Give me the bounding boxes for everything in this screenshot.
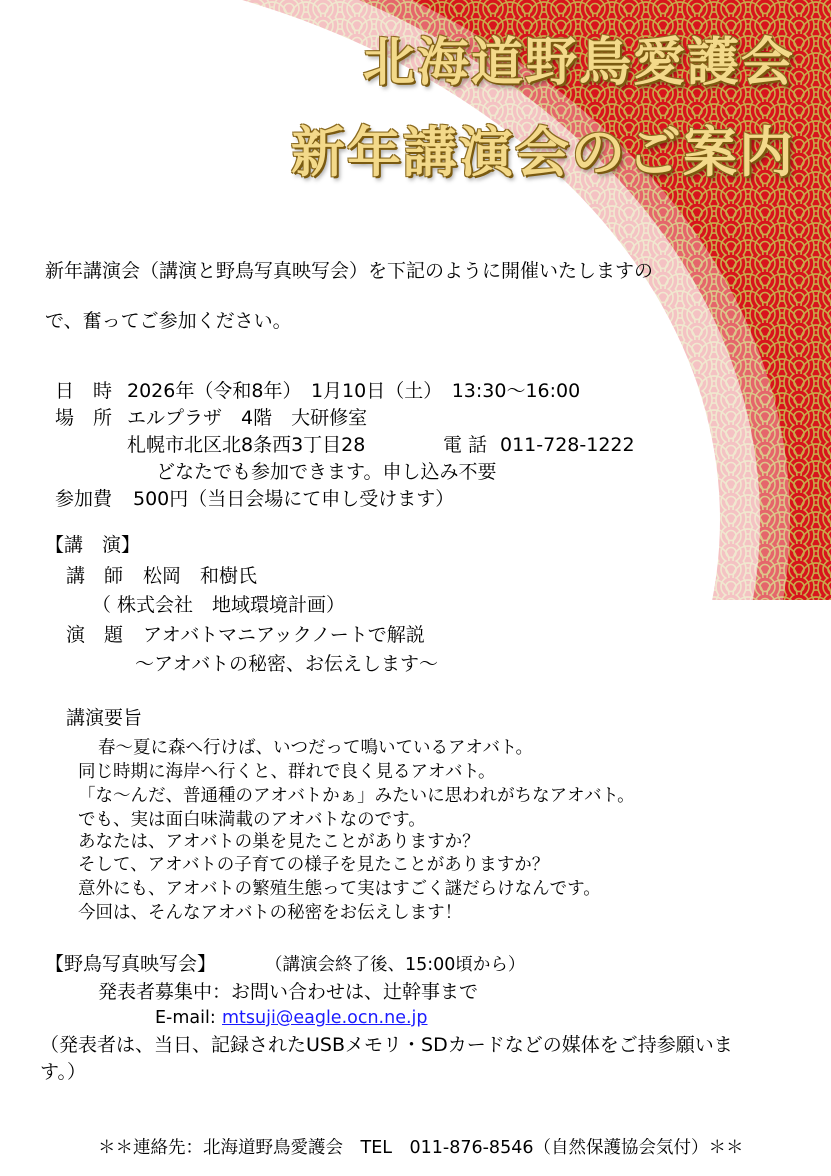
tel-label: 電 話 <box>443 434 488 456</box>
participation-note: どなたでも参加できます。申し込み不要 <box>156 461 497 483</box>
place-value: エルプラザ 4階 大研修室 <box>127 407 368 429</box>
fee-value: 500円（当日会場にて申し受けます） <box>133 488 455 510</box>
summary-line: そして、アオバトの子育ての様子を見たことがありますか？ <box>78 855 550 875</box>
footer-contact: ＊＊連絡先：北海道野鳥愛護会 TEL 011-876-8546（自然保護協会気付）＊＊ <box>98 1138 744 1158</box>
speaker-label: 講 師 <box>66 565 124 587</box>
fee-label: 参加費 <box>55 488 113 510</box>
intro-line-2: で、奮ってご参加ください。 <box>45 310 292 332</box>
summary-line: あなたは、アオバトの巣を見たことがありますか？ <box>78 832 480 852</box>
summary-heading: 講演要旨 <box>66 707 143 729</box>
speaker-name: 松岡 和樹氏 <box>143 565 258 587</box>
speaker-organization: （ 株式会社 地域環境計画） <box>92 594 346 616</box>
datetime-label: 日 時 <box>55 380 113 402</box>
summary-line: 今回は、そんなアオバトの秘密をお伝えします！ <box>78 903 463 923</box>
email-link[interactable]: mtsuji@eagle.ocn.ne.jp <box>222 1008 428 1028</box>
summary-line: でも、実は面白味満載のアオバトなのです。 <box>78 810 426 830</box>
email-label: E-mail: <box>155 1008 216 1028</box>
summary-line: 春～夏に森へ行けば、いつだって鳴いているアオバト。 <box>98 738 534 758</box>
presenter-note-line-2: す。） <box>40 1061 86 1083</box>
summary-line: 同じ時期に海岸へ行くと、群れで良く見るアオバト。 <box>78 762 496 782</box>
datetime-value: 2026年（令和8年） 1月10日（土） 13:30～16:00 <box>127 380 581 402</box>
lecture-heading: 【講 演】 <box>45 534 141 556</box>
presenter-recruitment: 発表者募集中：お問い合わせは、辻幹事まで <box>98 981 479 1003</box>
topic-title: アオバトマニアックノートで解説 <box>143 624 425 646</box>
presenter-note-line-1: （発表者は、当日、記録されたUSBメモリ・SDカードなどの媒体をご持参願いま <box>40 1034 733 1056</box>
slideshow-time-note: （講演会終了後、15:00頃から） <box>265 955 526 975</box>
topic-label: 演 題 <box>66 624 124 646</box>
page-title-organization: 北海道野鳥愛護会 <box>362 32 795 93</box>
slideshow-heading: 【野鳥写真映写会】 <box>45 953 217 975</box>
topic-subtitle: ～アオバトの秘密、お伝えします～ <box>135 653 439 675</box>
summary-line: 「な～んだ、普通種のアオバトかぁ」みたいに思われがちなアオバト。 <box>78 786 635 806</box>
page-title-event: 新年講演会のご案内 <box>291 120 795 184</box>
intro-line-1: 新年講演会（講演と野鳥写真映写会）を下記のように開催いたしますの <box>45 260 654 282</box>
tel-value: 011-728-1222 <box>500 434 635 456</box>
address: 札幌市北区北8条西3丁目28 <box>127 434 366 456</box>
place-label: 場 所 <box>55 407 113 429</box>
summary-line: 意外にも、アオバトの繁殖生態って実はすごく謎だらけなんです。 <box>78 879 601 899</box>
